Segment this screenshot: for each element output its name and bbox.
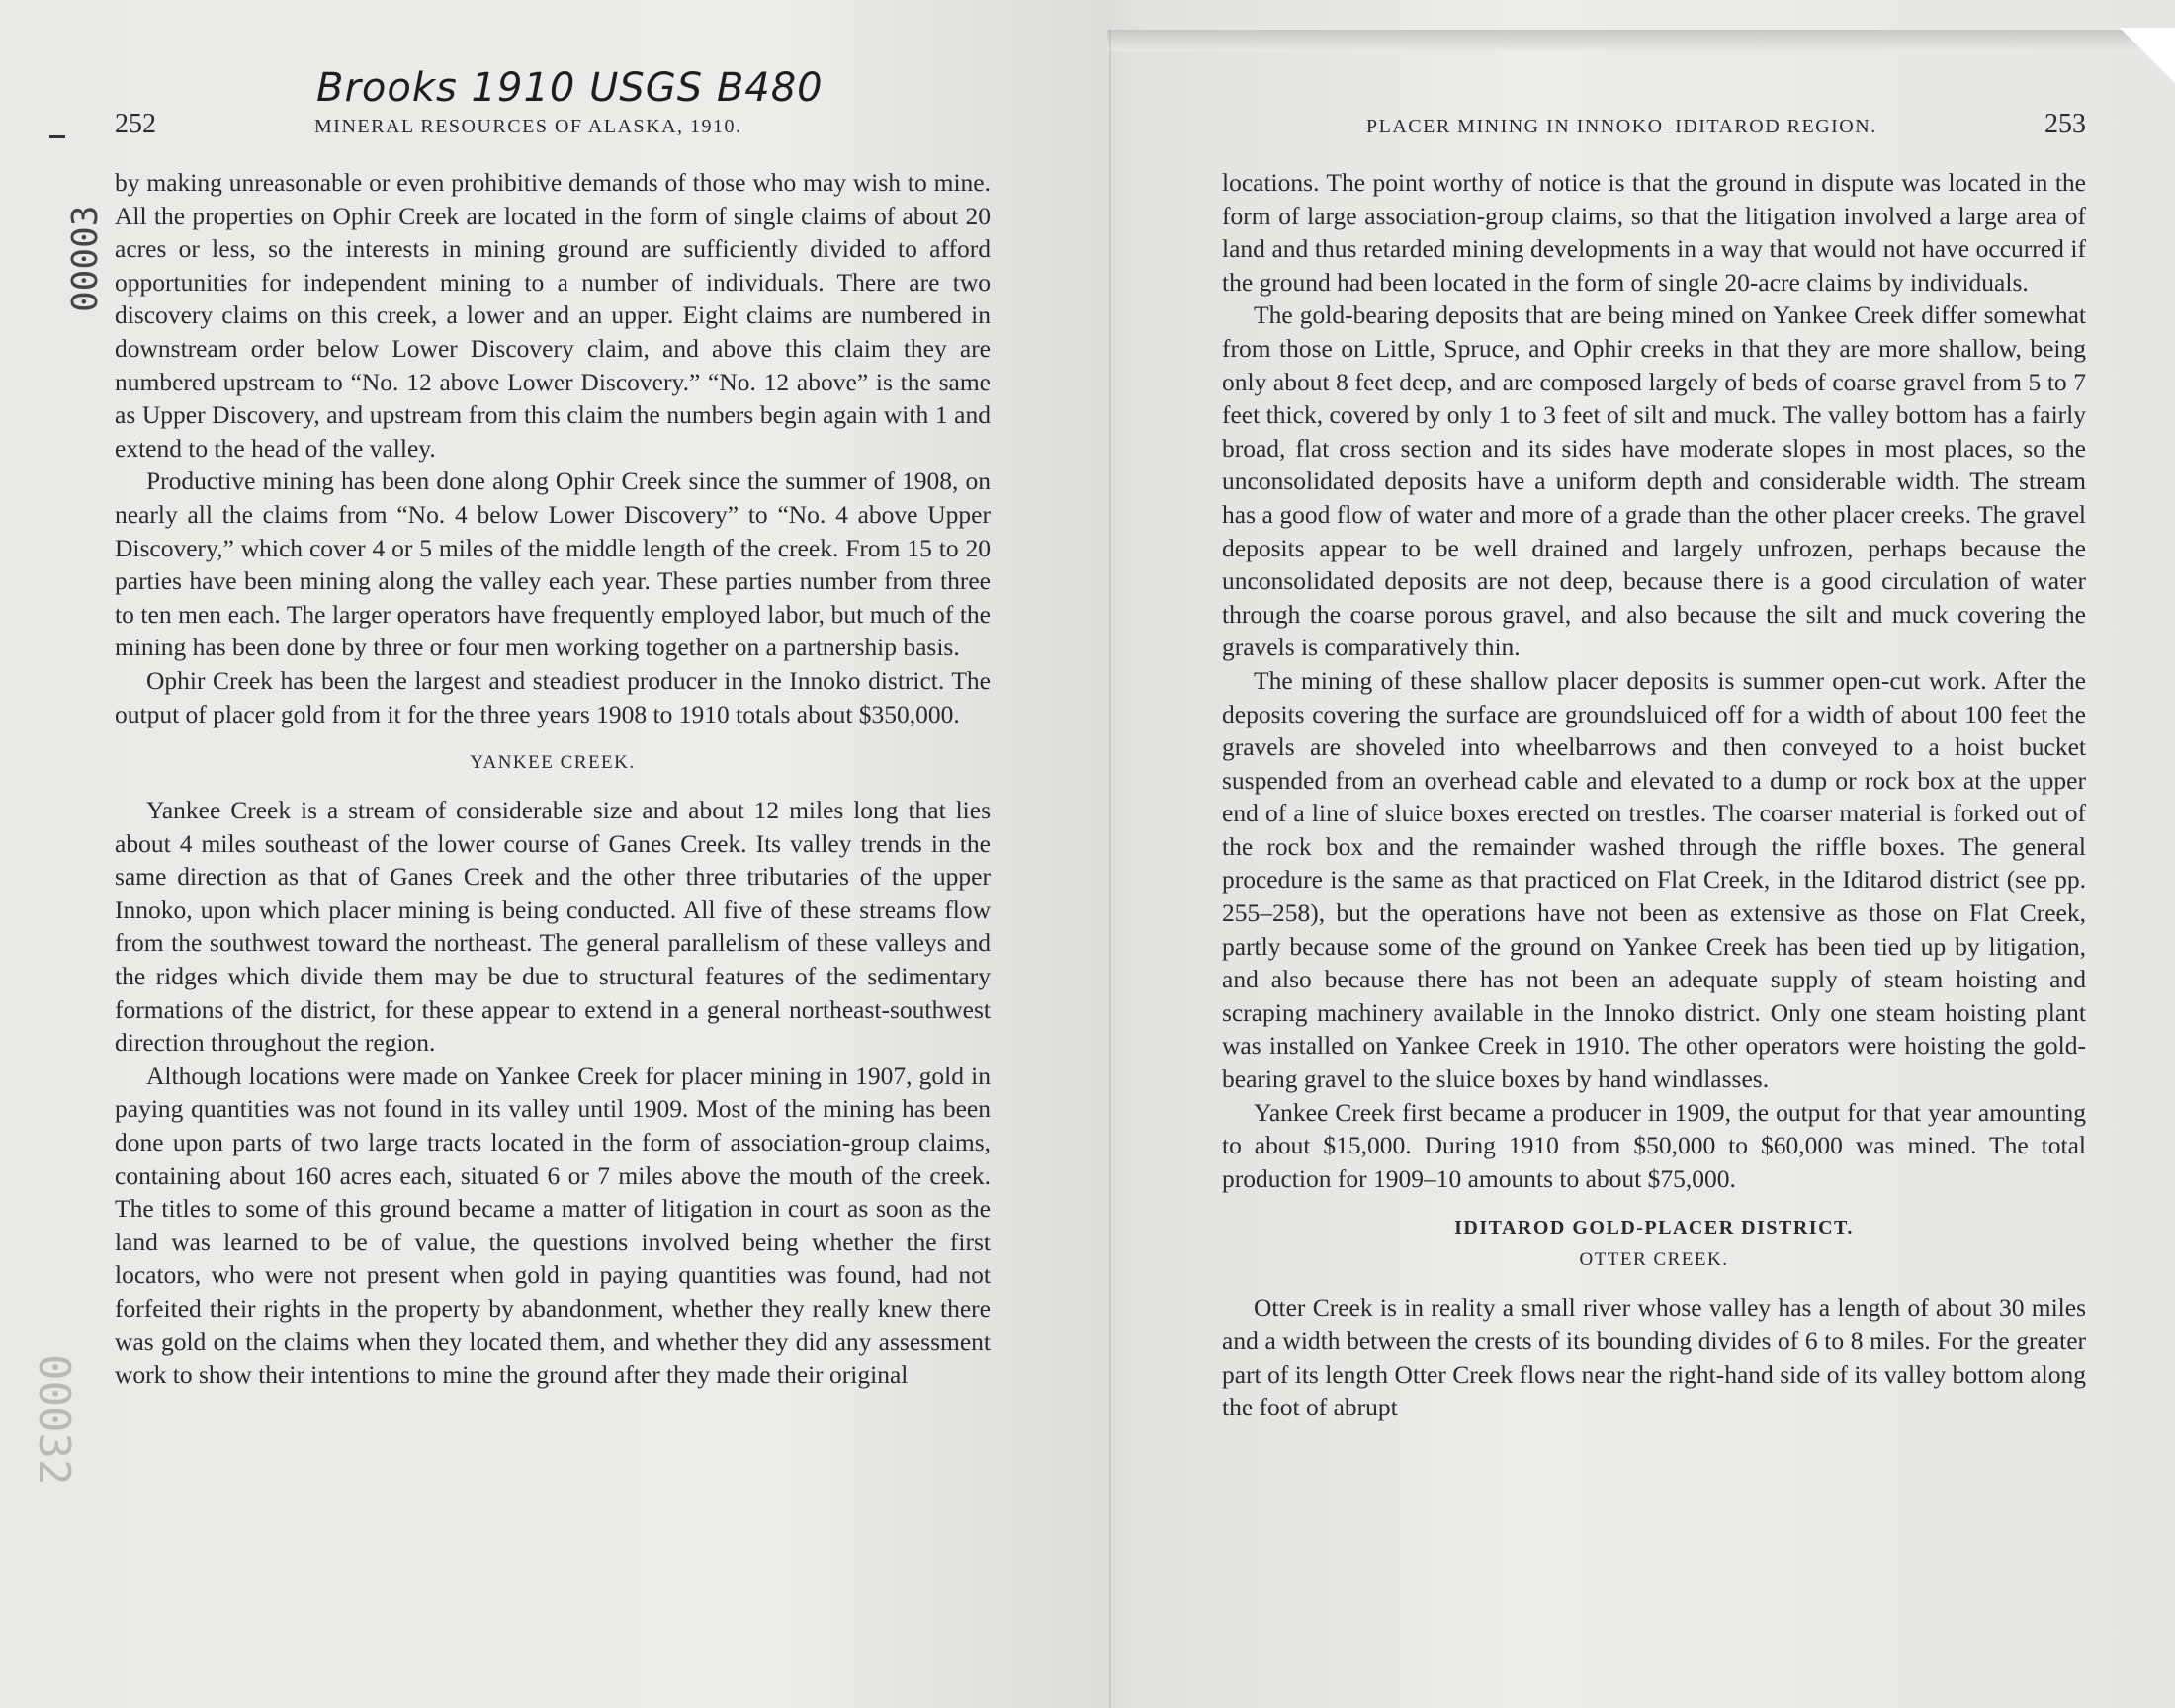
right-paragraph-5: Otter Creek is in reality a small river whose valley has a length of about 30 miles and a width between the crests of its bounding divides of 6 to 8 miles. For the greater part of its length Otter Creek flows near the right-hand side of its valley bottom along the foot of abrupt [1222,1293,2086,1422]
right-page-number: 253 [2044,109,2086,139]
left-body-text [115,166,991,1392]
right-paragraph-3: The mining of these shallow placer deposits is summer open-cut work. After the deposits covering the surface are groundsluiced off for a width of about 100 feet the gravels are shoveled into wheelbarrows and then conveyed to a hoist bucket suspended from an overhead cable and elevated to a dump or rock box at the upper end of a line of sluice boxes erected on trestles. The coarser material is forked out of the rock box and the remainder washed through the riffle boxes. The general procedure is the same as that practiced on Flat Creek, in the Iditarod district (see pp. 255–258), but the operations have not been as extensive as those on Flat Creek, partly because some of the ground on Yankee Creek has been tied up by litigation, and also because there has not been an adequate supply of steam hoisting and scraping machinery available in the Innoko district. Only one steam hoisting plant was installed on Yankee Creek in 1910. The other operators were hoisting the gold-bearing gravel to the sluice boxes by hand windlasses. [1222,665,2086,1094]
left-page-number: 252 [115,109,156,139]
right-running-head [1222,109,2086,148]
right-paragraph-1: locations. The point worthy of notice is that the ground in dispute was located in the form of large association-group claims, so that the litigation involved a large area of land and thus retarded mining developments in a way that would not have occurred if the ground had been located in the form of single 20-acre claims by individuals. [1222,168,2086,297]
heading-yankee-creek: YANKEE CREEK. [470,752,636,774]
right-running-title: PLACER MINING IN INNOKO–IDITAROD REGION. [1366,116,1877,137]
left-paragraph-4: Yankee Creek is a stream of considerable size and about 12 miles long that lies about 4 miles southeast of the lower course of Ganes Creek. Its valley trends in the same direction as that of Ganes Creek and the other three tributaries of the upper Innoko, upon which placer mining is being conducted. All five of these streams flow from the southwest toward the northeast. The general parallelism of these valleys and the ridges which divide them may be due to structural features of the sedimentary formations of the district, for these appear to extend in a general northeast-southwest direction throughout the region. [115,796,991,1058]
heading-otter-creek: OTTER CREEK. [1579,1249,1729,1271]
left-page [115,109,991,1392]
left-paragraph-2: Productive mining has been done along Ophir Creek since the summer of 1908, on nearly all the claims from “No. 4 below Lower Discovery” to “No. 4 above Upper Discovery,” which cover 4 or 5 miles of the middle length of the creek. From 15 to 20 parties have been mining along the valley each year. These parties number from three to ten men each. The larger operators have frequently employed labor, but much of the mining has been done by three or four men working together on a partnership basis. [115,467,991,662]
left-running-head [115,109,991,148]
archive-stamp-bottom: 00032 [29,1354,79,1486]
margin-tick-mark [49,135,65,138]
handwritten-annotation: Brooks 1910 USGS B480 [316,65,824,111]
heading-iditarod-district: IDITAROD GOLD-PLACER DISTRICT. [1454,1217,1854,1239]
left-paragraph-5: Although locations were made on Yankee Creek for placer mining in 1907, gold in paying quantities was not found in its valley until 1909. Most of the mining has been done upon parts of two large tracts located in the form of association-group claims, containing about 160 acres each, situated 6 or 7 miles above the mouth of the creek. The titles to some of this ground became a matter of litigation in court as soon as the land was learned to be of value, the questions involved being whether the first locators, who were not present when gold in paying quantities was found, had not forfeited their rights in the property by abandonment, whether they really knew there was gold on the claims when they located them, and whether they did any assessment work to show their intentions to mine the ground after they made their original [115,1061,991,1390]
right-body-text [1222,166,2086,1424]
archive-stamp-top: 00003 [65,205,106,312]
book-gutter [1109,30,1111,1708]
scan-shadow-band [1107,30,2175,51]
folded-corner [2120,28,2175,83]
left-paragraph-3: Ophir Creek has been the largest and steadiest producer in the Innoko district. The output of placer gold from it for the three years 1908 to 1910 totals about $350,000. [115,665,991,728]
right-paragraph-4: Yankee Creek first became a producer in 1909, the output for that year amounting to about $15,000. During 1910 from $50,000 to $60,000 was mined. The total production for 1909–10 amounts to about $75,000. [1222,1097,2086,1193]
right-paragraph-2: The gold-bearing deposits that are being mined on Yankee Creek differ somewhat from those on Little, Spruce, and Ophir creeks in that they are more shallow, being only about 8 feet deep, and are composed largely of beds of coarse gravel from 5 to 7 feet thick, covered by only 1 to 3 feet of silt and muck. The valley bottom has a fairly broad, flat cross section and its sides have moderate slopes in most places, so the unconsolidated deposits have a uniform depth and considerable width. The stream has a good flow of water and more of a grade than the other placer creeks. The gravel deposits appear to be well drained and largely unfrozen, perhaps because the unconsolidated deposits are not deep, because there is a good circulation of water through the coarse porous gravel, and also because the silt and muck covering the gravels is comparatively thin. [1222,300,2086,662]
left-paragraph-1: by making unreasonable or even prohibitive demands of those who may wish to mine. All the properties on Ophir Creek are located in the form of single claims of about 20 acres or less, so the interests in mining ground are sufficiently divided to afford opportunities for independent mining to a number of individuals. There are two discovery claims on this creek, a lower and an upper. Eight claims are numbered in downstream order below Lower Discovery claim, and above this claim they are numbered upstream to “No. 12 above Lower Discovery.” “No. 12 above” is the same as Upper Discovery, and upstream from this claim the numbers begin again with 1 and extend to the head of the valley. [115,168,991,463]
right-page [1222,109,2086,1424]
left-running-title: MINERAL RESOURCES OF ALASKA, 1910. [314,116,742,137]
